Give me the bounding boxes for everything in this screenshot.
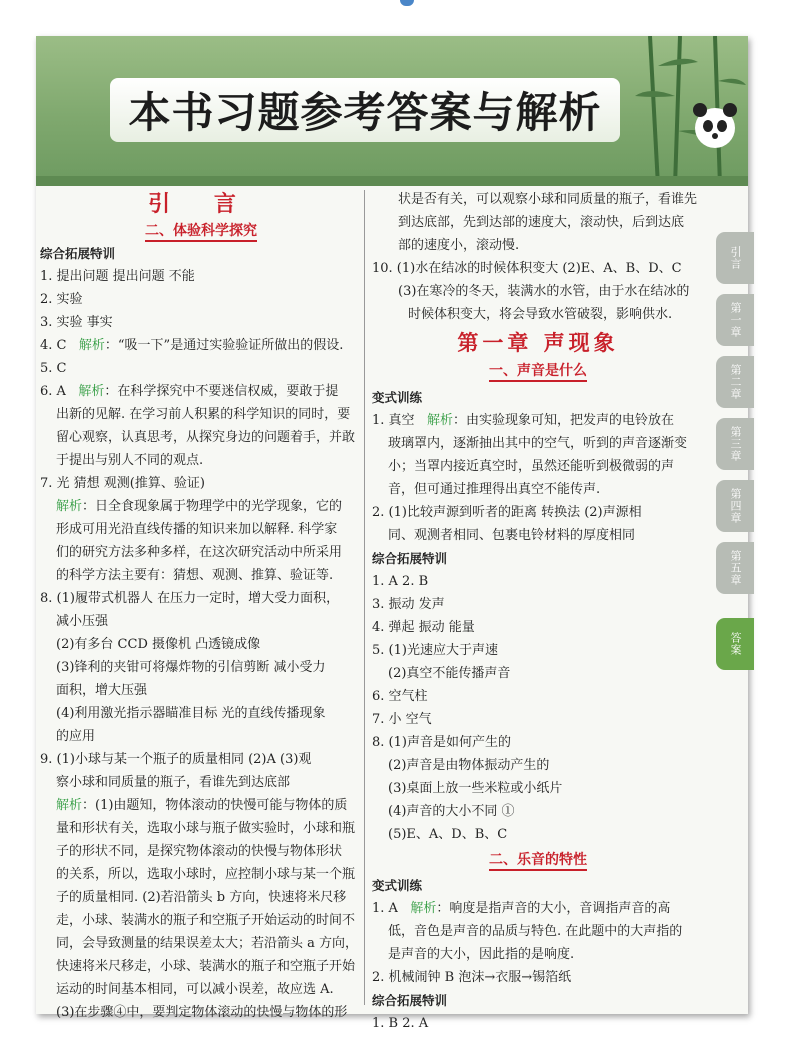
answer-line: (2)真空不能传播声音 [388, 666, 511, 681]
answer-line: 状是否有关，可以观察小球和同质量的瓶子，看谁先 [398, 192, 698, 207]
answer-line: 1. A 解析：响度是指声音的大小，音调指声音的高 [372, 901, 671, 916]
answer-line: 面积，增大压强 [56, 683, 148, 698]
answer-line: 留心观察，认真思考，从探究身边的问题着手，并敢 [56, 430, 356, 445]
answer-line: 的关系，所以，选取小球时，应控制小球与某一个瓶 [56, 867, 356, 882]
analysis-label: 解析 [426, 413, 453, 428]
answer-line: 3. 实验 事实 [40, 315, 113, 330]
answer-line: 于提出与别人不同的观点. [56, 453, 204, 468]
intro-heading: 引 言 [148, 191, 254, 217]
chapter-heading: 第一章 声现象 [457, 330, 619, 355]
section-label: 综合拓展特训 [40, 246, 116, 261]
analysis-label: 解析 [78, 384, 105, 399]
answer-line: 音，但可通过推理得出真空不能传声. [388, 482, 601, 497]
answer-line: 8. (1)履带式机器人 在压力一定时，增大受力面积， [40, 591, 340, 606]
section-label: 变式训练 [372, 390, 423, 405]
answer-line: 是声音的大小，因此指的是响度. [388, 947, 575, 962]
answer-line: 运动的时间基本相同，可以减小误差，故应选 A. [56, 982, 334, 997]
answer-line: 8. (1)声音是如何产生的 [372, 735, 511, 750]
tab-chapter-5[interactable]: 第五章 [716, 542, 754, 594]
answer-line: 玻璃罩内，逐渐抽出其中的空气，听到的声音逐渐变 [388, 436, 688, 451]
answer-line: 2. 实验 [40, 292, 83, 307]
answer-line: 2. (1)比较声源到听者的距离 转换法 (2)声源相 [372, 505, 642, 520]
answer-line: (2)声音是由物体振动产生的 [388, 758, 550, 773]
answer-line: 4. 弹起 振动 能量 [372, 620, 475, 635]
answer-line: 低，音色是声音的品质与特色. 在此题中的大声指的 [388, 924, 683, 939]
answer-line: 解析：日全食现象属于物理学中的光学现象，它的 [56, 499, 343, 514]
answer-line: 形成可用光沿直线传播的知识来加以解释. 科学家 [56, 522, 338, 537]
answer-line: 5. C [40, 361, 67, 376]
title-box [110, 78, 620, 142]
banner-bottom-strip [36, 176, 748, 186]
answer-line: (3)在寒冷的冬天，装满水的水管，由于水在结冰的 [398, 284, 690, 299]
section-label: 变式训练 [372, 878, 423, 893]
answer-line: 小；当罩内接近真空时，虽然还能听到极微弱的声 [388, 459, 675, 474]
answer-line: 4. C 解析：“吸一下”是通过实验验证所做出的假设. [40, 338, 344, 353]
column-divider [364, 190, 365, 1005]
answer-line: 3. 振动 发声 [372, 597, 445, 612]
section-heading: 一、声音是什么 [372, 360, 704, 382]
section-heading: 二、体验科学探究 [40, 220, 362, 242]
answer-line: 6. A 解析：在科学探究中不要迷信权威，要敢于提 [40, 384, 339, 399]
answer-line: 子的质量相同. (2)若沿箭头 b 方向，快速将米尺移 [56, 890, 347, 905]
answer-line: 出新的见解. 在学习前人积累的科学知识的同时，要 [56, 407, 351, 422]
answer-line: 5. (1)光速应大于声速 [372, 643, 498, 658]
tab-chapter-4[interactable]: 第四章 [716, 480, 754, 532]
left-column [40, 188, 362, 1024]
answer-line: 9. (1)小球与某一个瓶子的质量相同 (2)A (3)观 [40, 752, 312, 767]
answer-line: 同，会导致测量的结果误差太大；若沿箭头 a 方向， [56, 936, 359, 951]
section-heading: 二、乐音的特性 [372, 849, 704, 871]
answer-line: 同、观测者相同、包裹电铃材料的厚度相同 [388, 528, 636, 543]
answer-line: 7. 小 空气 [372, 712, 432, 727]
answer-line: 1. B 2. A [372, 1016, 429, 1031]
analysis-label: 解析 [410, 901, 437, 916]
answer-line: 察小球和同质量的瓶子，看谁先到达底部 [56, 775, 291, 790]
answer-line: 子的形状不同，是探究物体滚动的快慢与物体形状 [56, 844, 343, 859]
answer-line: (3)在步骤④中，要判定物体滚动的快慢与物体的形 [56, 1005, 348, 1020]
answer-line: 走，小球、装满水的瓶子和空瓶子开始运动的时间不 [56, 913, 356, 928]
answer-line: (5)E、A、D、B、C [388, 827, 508, 842]
tab-chapter-2[interactable]: 第二章 [716, 356, 754, 408]
tab-answers[interactable]: 答案 [716, 618, 754, 670]
analysis-label: 解析 [78, 338, 105, 353]
answer-line: (4)声音的大小不同 ① [388, 804, 515, 819]
answer-line: 1. 真空 解析：由实验现象可知，把发声的电铃放在 [372, 413, 674, 428]
answer-line: 到达底部，先到达部的速度大，滚动快，后到达底 [398, 215, 685, 230]
answer-line: 1. A 2. B [372, 574, 429, 589]
answer-line: (4)利用激光指示器瞄准目标 光的直线传播现象 [56, 706, 326, 721]
answer-line: 的科学方法主要有：猜想、观测、推算、验证等. [56, 568, 334, 583]
section-label: 综合拓展特训 [372, 993, 448, 1008]
analysis-label: 解析 [56, 499, 83, 514]
answer-line: 2. 机械闹钟 B 泡沫→衣服→锡箔纸 [372, 970, 572, 985]
answer-line: 1. 提出问题 提出问题 不能 [40, 269, 195, 284]
page-title: 本书习题参考答案与解析 [128, 88, 602, 137]
answer-line: 减小压强 [56, 614, 109, 629]
answer-line: 解析：(1)由题知，物体滚动的快慢可能与物体的质 [56, 798, 348, 813]
answer-line: 7. 光 猜想 观测(推算、验证) [40, 476, 205, 491]
panda-icon [690, 100, 740, 150]
section-label: 综合拓展特训 [372, 551, 448, 566]
answer-line: (3)桌面上放一些米粒或小纸片 [388, 781, 563, 796]
right-column [372, 188, 704, 1035]
answer-line: 们的研究方法多种多样，在这次研究活动中所采用 [56, 545, 343, 560]
answer-line: 10. (1)水在结冰的时候体积变大 (2)E、A、B、D、C [372, 261, 682, 276]
answer-line: (3)锋利的夹钳可将爆炸物的引信剪断 减小受力 [56, 660, 326, 675]
tab-chapter-1[interactable]: 第一章 [716, 294, 754, 346]
answer-line: 6. 空气柱 [372, 689, 428, 704]
tab-intro[interactable]: 引言 [716, 232, 754, 284]
answer-line: (2)有多台 CCD 摄像机 凸透镜成像 [56, 637, 261, 652]
answer-line: 的应用 [56, 729, 96, 744]
analysis-label: 解析 [56, 798, 83, 813]
tab-chapter-3[interactable]: 第三章 [716, 418, 754, 470]
answer-line: 快速将米尺移走，小球、装满水的瓶子和空瓶子开始 [56, 959, 356, 974]
answer-line: 时候体积变大，将会导致水管破裂，影响供水. [408, 307, 673, 322]
answer-line: 部的速度小，滚动慢. [398, 238, 520, 253]
answer-line: 量和形状有关，选取小球与瓶子做实验时，小球和瓶 [56, 821, 356, 836]
top-edge-mark [400, 0, 414, 6]
